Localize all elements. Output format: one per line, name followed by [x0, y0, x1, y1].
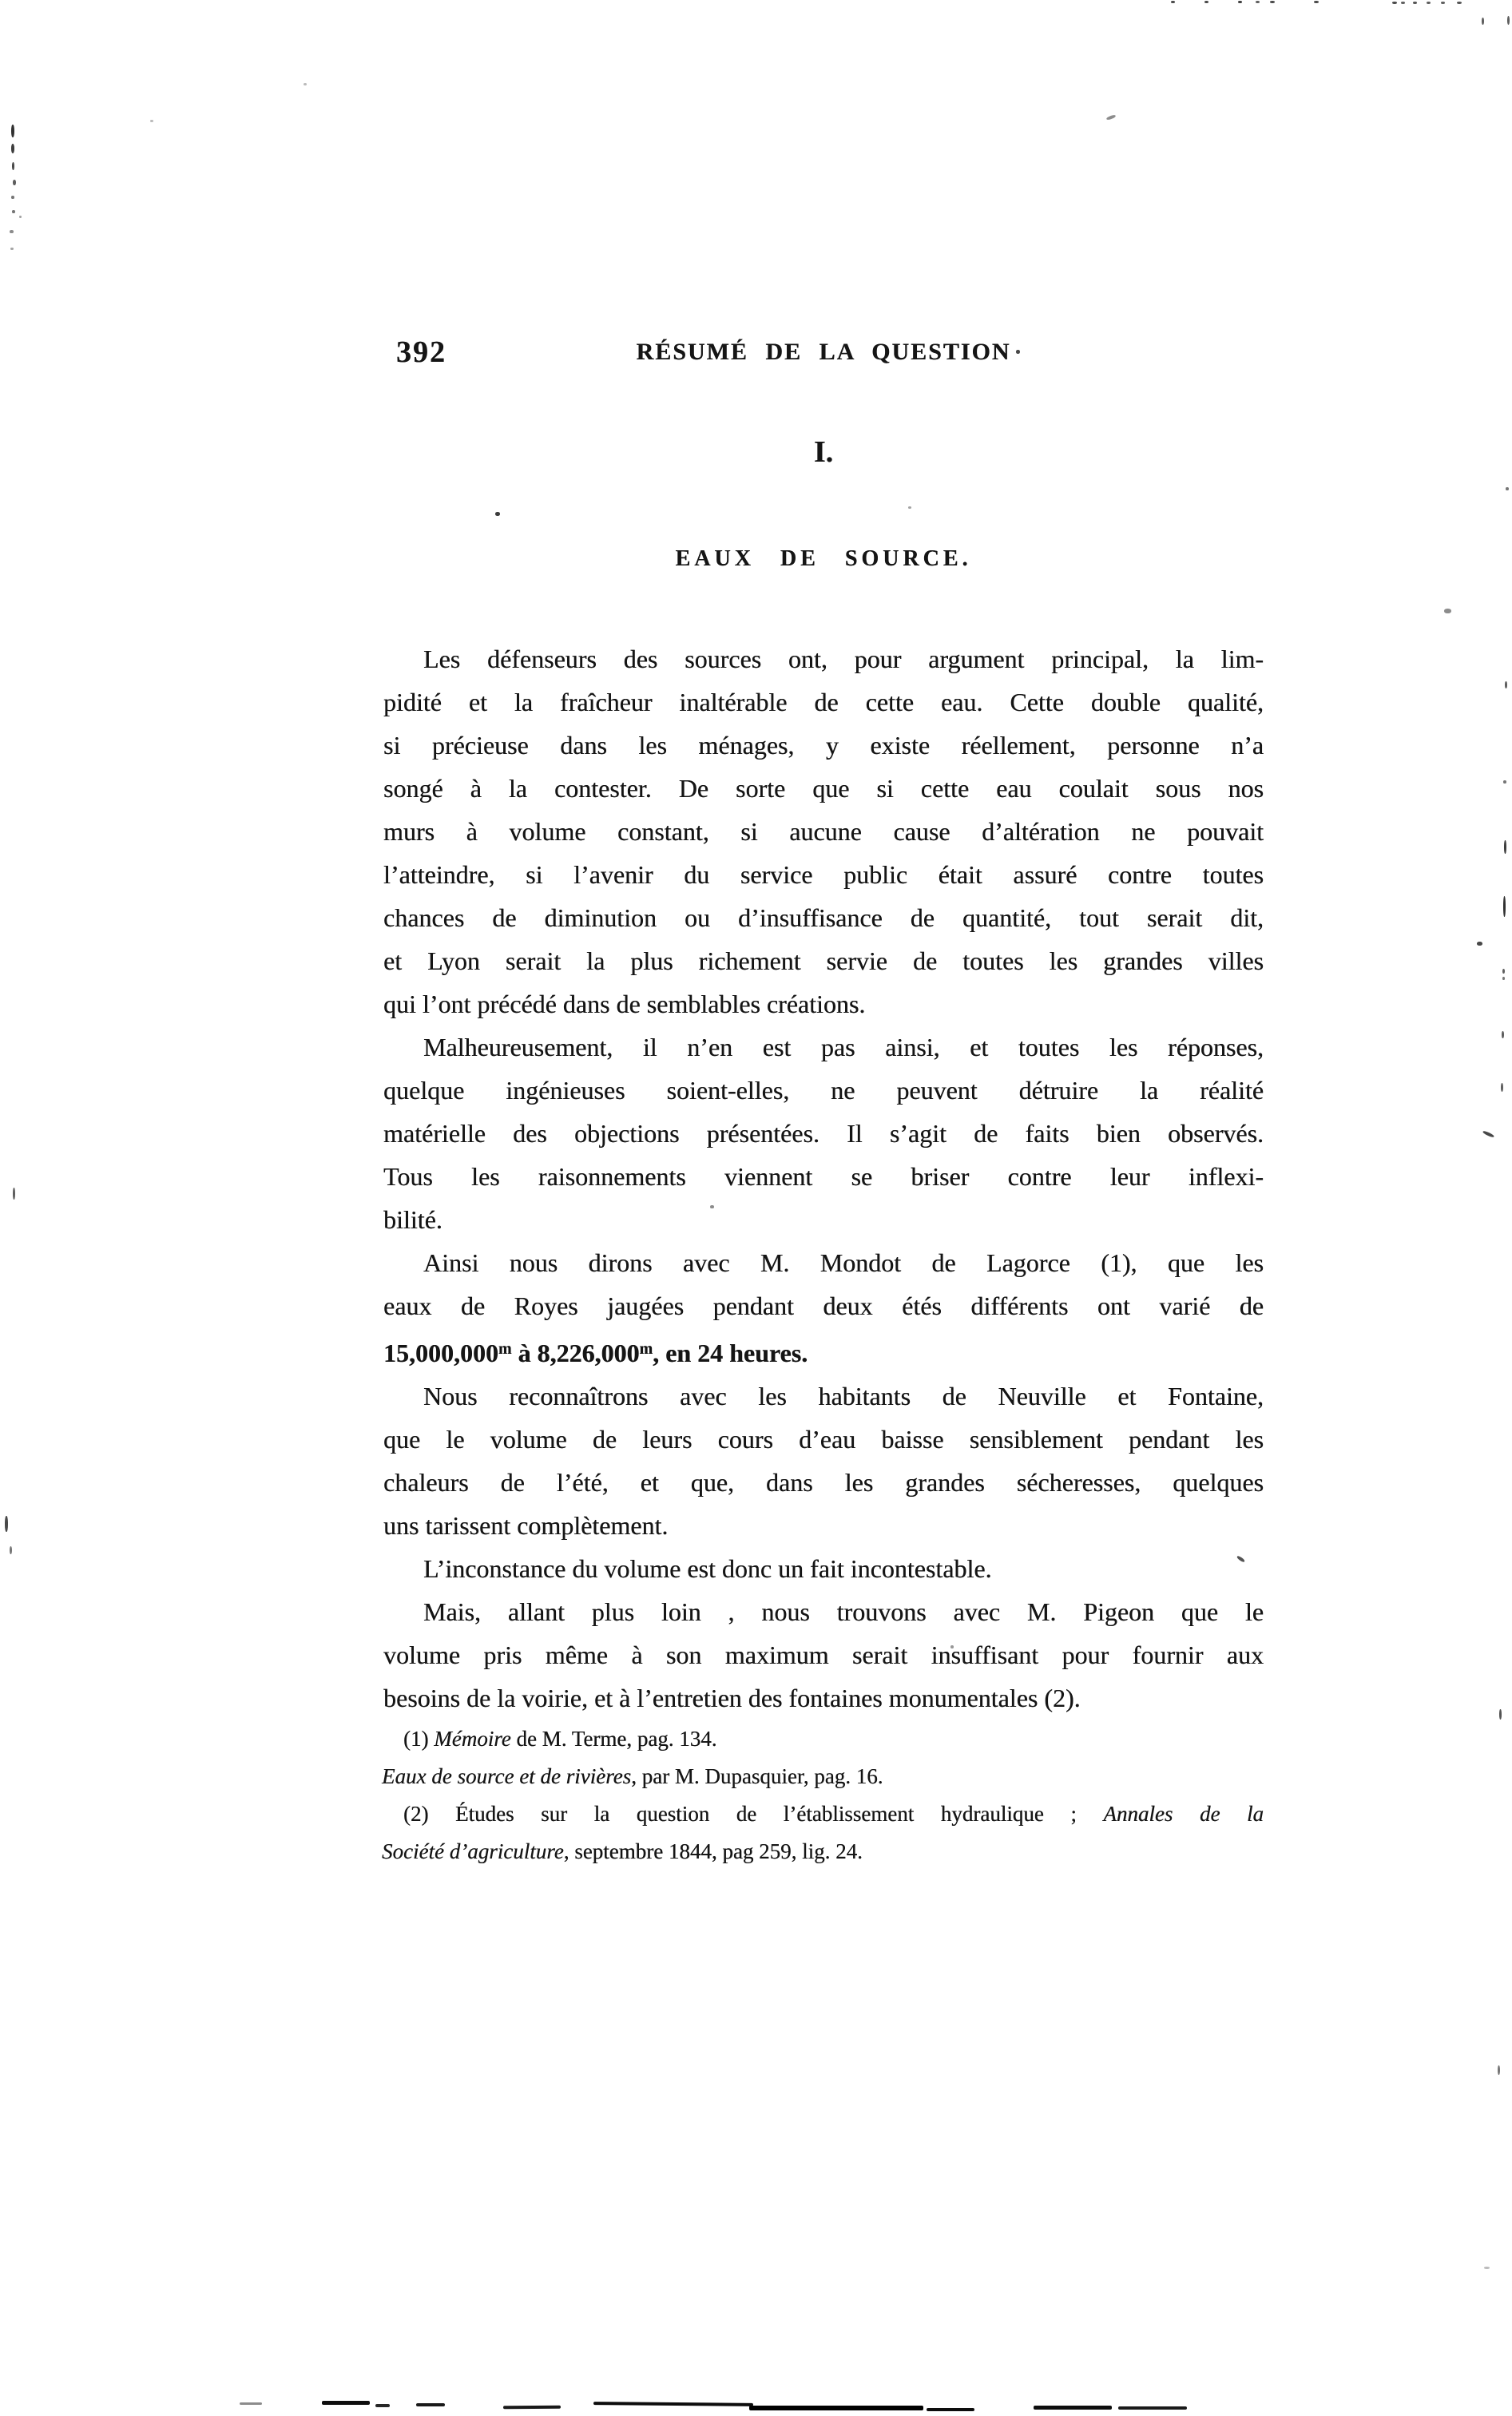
- scan-speck: [11, 125, 14, 137]
- scan-speck: [1427, 2, 1431, 4]
- page-edge-mark: [416, 2403, 445, 2406]
- text-segment: Annales de la: [1103, 1802, 1264, 1826]
- page-edge-mark: [322, 2401, 370, 2405]
- scan-speck: [19, 216, 22, 218]
- section-number: I.: [813, 435, 834, 469]
- text-segment: , en 24 heures.: [653, 1338, 808, 1367]
- paragraph: [383, 1590, 1264, 1720]
- text-segment: de M. Terme, pag. 134.: [510, 1727, 717, 1751]
- text-segment: , par M. Dupasquier, pag. 16.: [631, 1764, 883, 1788]
- body-line: [383, 1327, 1264, 1375]
- body-line: volume pris même à son maximum serait insuffisant pour fournir aux: [383, 1640, 1264, 1669]
- footnote-line: [382, 1833, 1264, 1871]
- paragraph: [383, 1375, 1264, 1547]
- text-segment: Société d’agriculture: [382, 1839, 564, 1863]
- scan-speck: [1505, 681, 1507, 688]
- paragraph: [383, 1547, 1264, 1590]
- scan-speck: [1270, 1, 1275, 3]
- body-line: Nous reconnaîtrons avec les habitants de Neuville et Fontaine,: [423, 1381, 1264, 1410]
- section-title: EAUX DE SOURCE.: [675, 546, 972, 571]
- text-segment: Eaux de source et de rivières: [382, 1764, 632, 1788]
- scan-speck: [1314, 1, 1319, 3]
- scan-speck: [12, 162, 14, 170]
- text-segment: Mémoire: [434, 1727, 511, 1751]
- scan-speck: [1499, 1709, 1502, 1720]
- scan-speck: [495, 512, 500, 516]
- scan-speck: [1482, 1130, 1494, 1138]
- body-line: chances de diminution ou d’insuffisance de quantité, tout serait dit,: [383, 903, 1264, 932]
- body-line: Les défenseurs des sources ont, pour argument principal, la lim-: [423, 645, 1264, 673]
- footnote-line: [382, 1720, 1264, 1758]
- scan-speck: [1441, 2, 1445, 4]
- body-line: Mais, allant plus loin , nous trouvons avec M. Pigeon que le: [423, 1597, 1264, 1626]
- scan-speck: [1171, 1, 1175, 3]
- scan-speck: [1502, 977, 1505, 980]
- body-line: si précieuse dans les ménages, y existe réellement, personne n’a: [383, 731, 1264, 760]
- scan-speck: [11, 196, 14, 199]
- body-line: l’atteindre, si l’avenir du service public était assuré contre toutes: [383, 860, 1264, 889]
- body-line: L’inconstance du volume est donc un fait incontestable.: [423, 1553, 992, 1583]
- page-edge-mark: [1034, 2406, 1112, 2410]
- scan-speck: [150, 120, 153, 122]
- scan-speck: [1502, 1031, 1504, 1038]
- page-edge-mark: [927, 2408, 974, 2411]
- scan-speck: [10, 248, 14, 250]
- scan-speck: [10, 230, 14, 233]
- scan-speck: [1503, 780, 1506, 784]
- scan-speck: [13, 1188, 15, 1200]
- body-line: chaleurs de l’été, et que, dans les grandes sécheresses, quelques: [383, 1467, 1264, 1497]
- scan-speck: [1503, 896, 1506, 917]
- paragraph: [383, 1241, 1264, 1375]
- scan-speck: [10, 1546, 12, 1554]
- scan-speck: [1507, 16, 1510, 25]
- scan-speck: [908, 506, 911, 509]
- body-line: uns tarissent complètement.: [383, 1510, 669, 1540]
- scan-speck: [1457, 2, 1462, 4]
- running-head: RÉSUMÉ DE LA QUESTION: [636, 339, 1011, 365]
- scan-speck: [1506, 487, 1509, 490]
- scan-speck: [1484, 2267, 1490, 2269]
- paragraph: [383, 637, 1264, 1026]
- body-line: quelque ingénieuses soient-elles, ne peuvent détruire la réalité: [383, 1076, 1264, 1105]
- scan-speck: [1502, 969, 1505, 974]
- scan-speck: [1106, 114, 1117, 121]
- page-number: 392: [396, 335, 446, 369]
- footnotes: [382, 1720, 1264, 1871]
- scan-speck: [1238, 1, 1242, 3]
- scan-speck: [1413, 2, 1417, 4]
- body-line: qui l’ont précédé dans de semblables créations.: [383, 990, 866, 1018]
- body-line: Tous les raisonnements viennent se briser contre leur inflexi-: [383, 1162, 1264, 1191]
- footnote-line: [382, 1758, 1264, 1795]
- page-edge-mark: [749, 2406, 923, 2410]
- page-edge-mark: [375, 2404, 390, 2407]
- scan-speck: [1204, 1, 1208, 3]
- body-line: Malheureusement, il n’en est pas ainsi, et toutes les réponses,: [423, 1033, 1264, 1061]
- page-edge-mark: [1118, 2406, 1187, 2410]
- body-line: murs à volume constant, si aucune cause d’altération ne pouvait: [383, 817, 1264, 846]
- scan-speck: [1501, 1083, 1503, 1092]
- page-edge-mark: [593, 2402, 753, 2406]
- scan-speck: [710, 1205, 714, 1208]
- text-segment: m: [498, 1340, 512, 1358]
- body-line: eaux de Royes jaugées pendant deux étés différents ont varié de: [383, 1291, 1264, 1320]
- text-segment: , septembre 1844, pag 259, lig. 24.: [563, 1839, 863, 1863]
- scan-speck: [1477, 942, 1482, 946]
- scan-speck: [950, 1645, 954, 1648]
- scan-speck: [1444, 609, 1451, 613]
- text-segment: m: [639, 1340, 653, 1358]
- scan-speck: [12, 210, 15, 213]
- body-line: songé à la contester. De sorte que si cette eau coulait sous nos: [383, 774, 1264, 803]
- scan-speck: [1482, 18, 1484, 25]
- body-line: bilité.: [383, 1205, 442, 1234]
- body-line: Ainsi nous dirons avec M. Mondot de Lagorce (1), que les: [423, 1248, 1264, 1277]
- scan-speck: [1401, 2, 1405, 4]
- scan-speck: [13, 180, 16, 185]
- text-segment: (2) Études sur la question de l’établissement hydraulique ;: [403, 1802, 1104, 1826]
- page-edge-mark: [240, 2402, 262, 2405]
- footnote-line: [382, 1795, 1264, 1833]
- body-line: et Lyon serait la plus richement servie de toutes les grandes villes: [383, 946, 1264, 975]
- text-segment: (1): [403, 1727, 435, 1751]
- body-line: matérielle des objections présentées. Il s’agit de faits bien observés.: [383, 1119, 1264, 1148]
- scan-speck: [1498, 2065, 1500, 2075]
- text-segment: 15,000,000: [383, 1338, 498, 1367]
- body-line: besoins de la voirie, et à l’entretien des fontaines monumentales (2).: [383, 1683, 1081, 1712]
- page-edge-mark: [503, 2406, 561, 2410]
- scan-speck: [1504, 840, 1506, 854]
- body-line: pidité et la fraîcheur inaltérable de cette eau. Cette double qualité,: [383, 688, 1264, 716]
- body-line: que le volume de leurs cours d’eau baisse sensiblement pendant les: [383, 1424, 1264, 1454]
- scan-speck: [1392, 2, 1397, 4]
- scan-speck: [11, 144, 14, 153]
- scan-speck: [1016, 350, 1020, 354]
- paragraph: [383, 1026, 1264, 1241]
- scan-speck: [5, 1516, 8, 1532]
- scan-speck: [304, 83, 307, 85]
- body-text: [383, 637, 1264, 1720]
- text-segment: à 8,226,000: [511, 1338, 640, 1367]
- scan-speck: [1256, 1, 1260, 3]
